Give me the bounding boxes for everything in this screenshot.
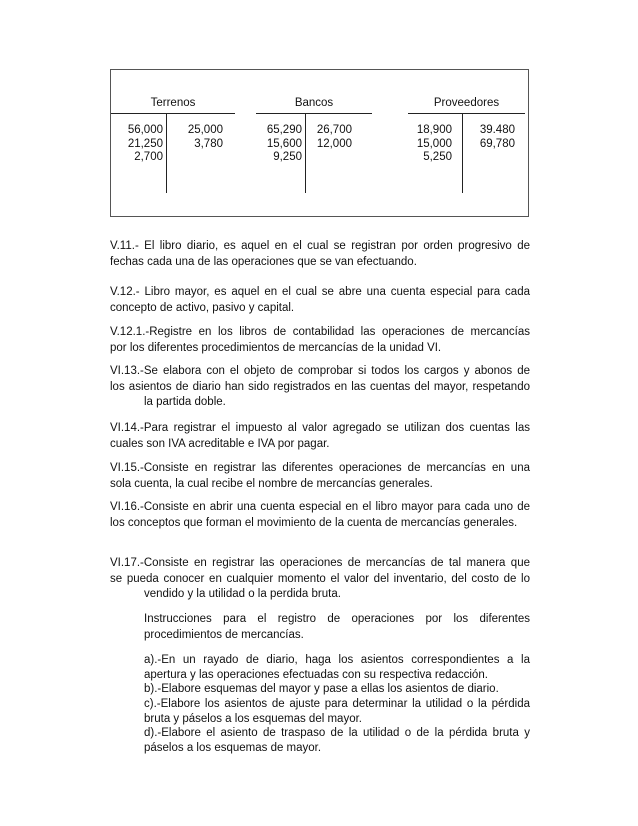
credit-column	[188, 124, 223, 151]
instruction-item-b: b).-Elabore esquemas del mayor y pase a ellas los asientos de diario.	[144, 683, 499, 695]
credit-value: 25,000	[187, 124, 223, 136]
credit-value: 3,780	[194, 137, 223, 150]
account-title: Bancos	[294, 97, 334, 109]
paragraph-body: cuales son IVA acreditable e IVA por pagar.	[110, 437, 330, 450]
t-account-horizontal-rule	[408, 113, 525, 114]
paragraph-vi15	[110, 461, 530, 492]
debit-value: 9,250	[273, 151, 302, 163]
credit-column	[317, 124, 352, 151]
instruction-item-d: d).-Elabore el asiento de traspaso de la utilidad o de la pérdida bruta y páselos a los esquemas de mayor.	[144, 727, 530, 754]
t-account-terrenos	[111, 70, 235, 216]
paragraph-vi16	[110, 500, 530, 531]
paragraph-vi17	[110, 556, 530, 603]
t-accounts-table	[110, 69, 529, 217]
debit-value: 15,000	[416, 137, 452, 150]
paragraph-lead: VI.16.-Consiste en abrir una cuenta especial en el libro mayor para cada uno de	[110, 501, 530, 513]
debit-value: 65,290	[266, 124, 302, 136]
paragraph-lead: V.11.- El libro diario, es aquel en el cual se registran por orden progresivo de	[110, 240, 530, 252]
instruction-item-a: a).-En un rayado de diario, haga los asientos correspondientes a la apertura y las operaciones efectuadas con su respectiva redacción.	[144, 654, 530, 681]
paragraph-v11	[110, 239, 530, 270]
debit-column	[267, 124, 302, 165]
paragraph-v12-1	[110, 325, 530, 356]
paragraph-vi13	[110, 364, 530, 411]
t-account-vertical-rule	[166, 113, 167, 193]
t-account-vertical-rule	[462, 113, 463, 193]
debit-column	[128, 124, 163, 165]
paragraph-lead: VI.13.-Se elabora con el objeto de comprobar si todos los cargos y abonos de	[110, 365, 530, 377]
instructions-text: Instrucciones para el registro de operaciones por los diferentes procedimientos de mercancías.	[144, 613, 530, 641]
credit-value: 12,000	[316, 137, 352, 150]
credit-value: 39.480	[479, 124, 515, 136]
debit-value: 18,900	[416, 124, 452, 136]
paragraph-body: por los diferentes procedimientos de mercancías de la unidad VI.	[110, 341, 442, 354]
paragraph-body: sola cuenta, la cual recibe el nombre de mercancías generales.	[110, 477, 433, 490]
t-account-proveedores	[408, 70, 525, 216]
account-title: Proveedores	[433, 97, 500, 109]
paragraph-lead: VI.17.-Consiste en registrar las operaciones de mercancías de tal manera que	[110, 557, 530, 569]
credit-value: 69,780	[479, 137, 515, 150]
paragraph-body: concepto de activo, pasivo y capital.	[110, 301, 295, 314]
paragraph-lead: V.12.- Libro mayor, es aquel en el cual se abre una cuenta especial para cada	[110, 286, 530, 298]
paragraph-v12	[110, 285, 530, 316]
debit-column	[417, 124, 452, 165]
credit-column	[480, 124, 515, 151]
t-account-horizontal-rule	[256, 113, 372, 114]
debit-value: 2,700	[134, 151, 163, 163]
t-account-bancos	[256, 70, 372, 216]
paragraph-vi14	[110, 421, 530, 452]
paragraph-lead: VI.14.-Para registrar el impuesto al valor agregado se utilizan dos cuentas las	[110, 422, 530, 434]
credit-value: 26,700	[316, 124, 352, 136]
debit-value: 5,250	[423, 151, 452, 163]
paragraph-body: los asientos de diario han sido registrados en las cuentas del mayor, respetando la partida doble.	[110, 380, 530, 408]
paragraph-lead: V.12.1.-Registre en los libros de contabilidad las operaciones de mercancías	[110, 326, 530, 338]
debit-value: 56,000	[127, 124, 163, 136]
instruction-item-c: c).-Elabore los asientos de ajuste para determinar la utilidad o la pérdida bruta y páselos a los esquemas del mayor.	[144, 698, 530, 725]
account-title: Terrenos	[150, 97, 196, 109]
paragraph-body: fechas cada una de las operaciones que se van efectuando.	[110, 255, 417, 268]
debit-value: 15,600	[266, 137, 302, 150]
t-account-horizontal-rule	[111, 113, 235, 114]
paragraph-body: se pueda conocer en cualquier momento el valor del inventario, del costo de lo vendido y la utilidad o la perdida bruta.	[110, 572, 530, 600]
paragraph-lead: VI.15.-Consiste en registrar las diferentes operaciones de mercancías en una	[110, 462, 530, 474]
t-account-vertical-rule	[305, 113, 306, 193]
paragraph-body: los conceptos que forman el movimiento de la cuenta de mercancías generales.	[110, 516, 518, 529]
debit-value: 21,250	[127, 137, 163, 150]
